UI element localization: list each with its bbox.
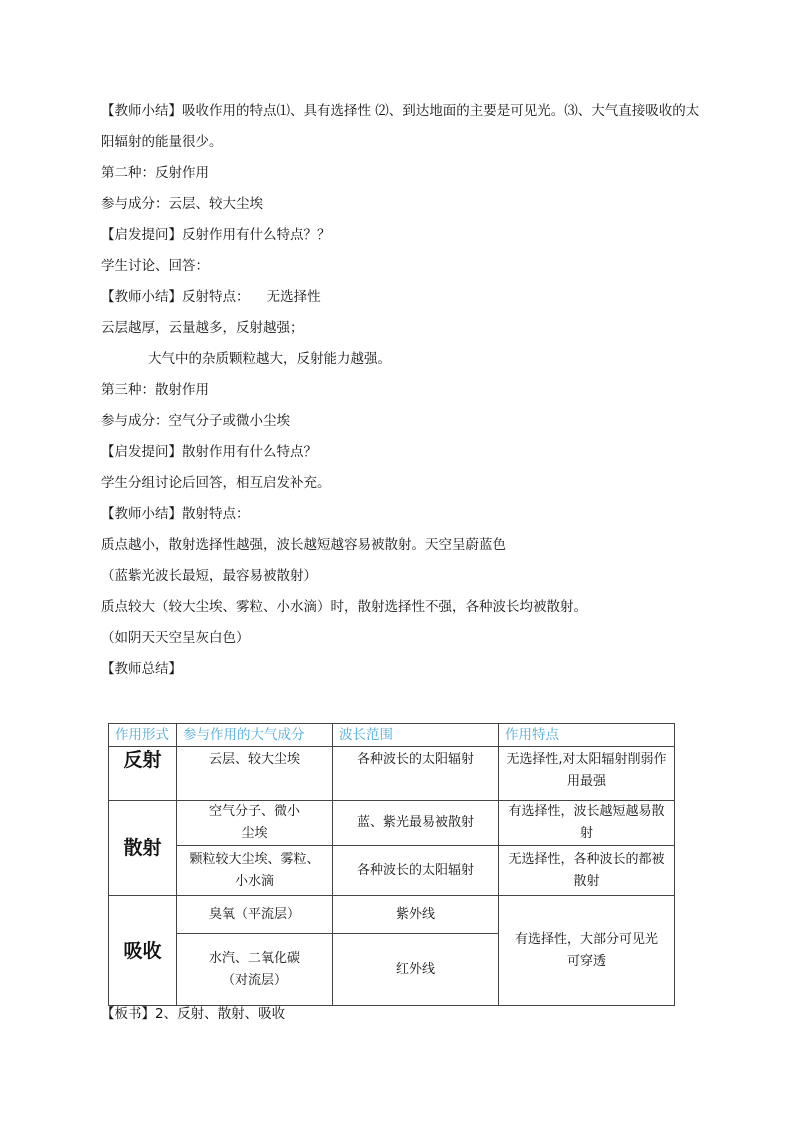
text-line: 【教师小结】吸收作用的特点⑴、具有选择性 ⑵、到达地面的主要是可见光。⑶、大气直接吸收的太	[101, 103, 700, 119]
section-heading: 第二种：反射作用	[101, 165, 209, 181]
column-header: 参与作用的大气成分	[177, 724, 333, 747]
component-cell: 云层、较大尘埃	[177, 747, 333, 801]
text-line: 学生分组讨论后回答，相互启发补充。	[101, 475, 331, 491]
component-cell: 臭氧（平流层）	[177, 896, 333, 934]
text-line: 【教师小结】散射特点：	[101, 506, 250, 522]
component-cell: 水汽、二氧化碳（对流层）	[177, 934, 333, 1006]
table-row	[109, 747, 675, 801]
form-cell-absorb: 吸收	[109, 896, 177, 1006]
text-line: 阳辐射的能量很少。	[101, 134, 223, 150]
wave-cell: 各种波长的太阳辐射	[333, 747, 499, 801]
table-row	[109, 846, 675, 896]
summary-table	[108, 723, 675, 1006]
feature-cell: 无选择性，各种波长的都被散射	[499, 846, 675, 896]
component-cell: 空气分子、微小尘埃	[177, 801, 333, 846]
table-header-row	[109, 724, 675, 747]
feature-cell: 有选择性，波长越短越易散射	[499, 801, 675, 846]
table-row	[109, 896, 675, 934]
wave-cell: 紫外线	[333, 896, 499, 934]
text-line: 质点较大（较大尘埃、雾粒、小水滴）时，散射选择性不强，各种波长均被散射。	[101, 599, 587, 615]
text-line: 【启发提问】散射作用有什么特点？	[101, 444, 317, 460]
wave-cell: 红外线	[333, 934, 499, 1006]
text-line: 【教师总结】	[101, 661, 182, 677]
form-cell-scatter: 散射	[109, 801, 177, 896]
text-line: （如阴天天空呈灰白色）	[101, 630, 250, 646]
board-notes: 【板书】2、反射、散射、吸收	[101, 1006, 286, 1022]
column-header: 波长范围	[333, 724, 499, 747]
text-line: 学生讨论、回答：	[101, 258, 209, 274]
text-line: 【启发提问】反射作用有什么特点？？	[101, 227, 331, 243]
wave-cell: 各种波长的太阳辐射	[333, 846, 499, 896]
text-line: （蓝紫光波长最短，最容易被散射）	[101, 568, 317, 584]
text-line: 云层越厚，云量越多，反射越强；	[101, 320, 304, 336]
text-line: 质点越小，散射选择性越强，波长越短越容易被散射。天空呈蔚蓝色	[101, 537, 506, 553]
text-line: 参与成分：云层、较大尘埃	[101, 196, 263, 212]
section-heading: 第三种：散射作用	[101, 382, 209, 398]
text-line: 参与成分：空气分子或微小尘埃	[101, 413, 290, 429]
table-row	[109, 801, 675, 846]
form-cell-reflect: 反射	[109, 747, 177, 801]
wave-cell: 蓝、紫光最易被散射	[333, 801, 499, 846]
text-line: 大气中的杂质颗粒越大，反射能力越强。	[148, 351, 391, 367]
text-line: 【教师小结】反射特点： 无选择性	[101, 289, 321, 305]
column-header: 作用形式	[109, 724, 177, 747]
component-cell: 颗粒较大尘埃、雾粒、小水滴	[177, 846, 333, 896]
feature-cell: 有选择性，大部分可见光可穿透	[499, 896, 675, 1006]
column-header: 作用特点	[499, 724, 675, 747]
feature-cell: 无选择性,对太阳辐射削弱作用最强	[499, 747, 675, 801]
